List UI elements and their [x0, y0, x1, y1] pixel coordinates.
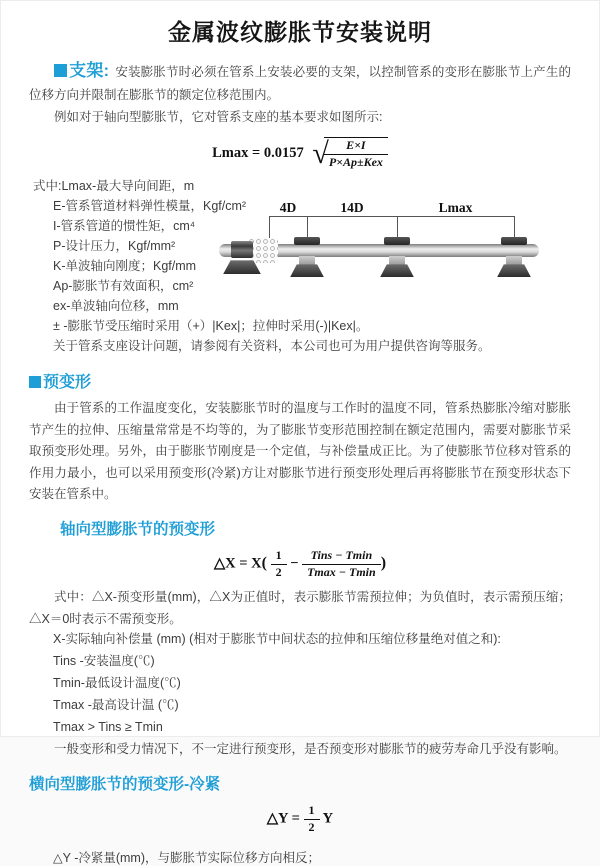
axial-where-line: Tins -安装温度(℃) — [53, 653, 155, 668]
anchor-base — [223, 260, 261, 274]
support-base — [497, 264, 531, 277]
half-denominator: 2 — [275, 564, 282, 579]
formula-lmax-denominator: P×Ap±Kex — [328, 154, 383, 169]
support-saddle — [389, 256, 405, 265]
close-paren: ) — [380, 554, 387, 572]
formula-axial-lhs: △X — [213, 555, 236, 572]
section-square-icon — [54, 64, 67, 77]
support-example-line: 例如对于轴向型膨胀节，它对管系支座的基本要求如图所示: — [54, 109, 383, 124]
support-cap — [294, 237, 320, 245]
formula-lmax-eq: = — [251, 145, 261, 162]
definition-line: K-单波轴向刚度；Kgf/mm — [53, 259, 197, 274]
support-base — [290, 264, 324, 277]
support-cap — [384, 237, 410, 245]
predeform-body-paragraph: 由于管系的工作温度变化，安装膨胀节时的温度与工作时的温度不同，管系热膨胀冷缩对膨胀节产生的拉伸、压缩量常常是不均等的，为了膨胀节变形范围控制在额定范围内，需要对膨胀节采取预变形处理。另外，由于膨胀节刚度是一个定值，与补偿量成正比。为了使膨胀节位移对管系的作用力最小，也可以采用预变形(冷紧)方让对膨胀节进行预变形处理后再将膨胀节在预变形状态下安装在管系中。 — [29, 401, 571, 502]
predeform-heading-text: 预变形 — [43, 374, 92, 392]
anchor-block — [231, 241, 253, 258]
support-section-heading: 支架: — [69, 61, 110, 80]
formula-lateral-eq: = — [291, 810, 300, 827]
support-saddle — [299, 256, 315, 265]
support-intro-paragraph — [29, 56, 571, 107]
section-square-icon — [29, 376, 41, 388]
minus-sign: − — [290, 555, 299, 572]
support-base — [380, 264, 414, 277]
predeform-section-heading — [29, 369, 571, 392]
definition-line: ± -膨胀节受压缩时采用（+）|Kex|；拉伸时采用(-)|Kex|。 — [53, 319, 369, 334]
formula-lmax-coef: 0.0157 — [263, 145, 304, 162]
definition-line: P-设计压力，Kgf/mm² — [53, 239, 176, 254]
document-content — [1, 56, 599, 866]
lateral-denominator: 2 — [308, 819, 315, 834]
definition-line: ex-单波轴向位移，mm — [53, 299, 179, 314]
definitions-and-diagram — [29, 177, 571, 356]
page-title: 金属波纹膨胀节安装说明 — [168, 19, 432, 45]
guide-support — [494, 203, 534, 298]
formula-lateral-rhs: Y — [322, 810, 334, 827]
formula-lateral-fraction — [304, 803, 320, 835]
lateral-numerator: 1 — [304, 803, 320, 820]
definition-line: E-管系管道材料弹性模量，Kgf/cm² — [53, 199, 247, 214]
formula-lmax — [29, 137, 571, 170]
dimension-label-lmax: Lmax — [438, 200, 473, 216]
definition-line: I-管系管道的惯性矩，cm⁴ — [53, 219, 196, 234]
formula-axial-predeform — [29, 548, 571, 580]
half-numerator: 1 — [271, 548, 287, 565]
lateral-note-line: △Y -冷紧量(mm)，与膨胀节实际位移方向相反； — [53, 851, 321, 866]
dimension-label-4d: 4D — [279, 200, 297, 216]
support-saddle — [506, 256, 522, 265]
formula-lmax-numerator: E×I — [324, 138, 388, 155]
axial-where-line: Tmax -最高设计温 (℃) — [53, 697, 179, 712]
formula-axial-temp-fraction — [302, 548, 381, 580]
formula-lateral-coldpull — [29, 803, 571, 835]
pipe-support-diagram — [219, 200, 571, 298]
radical-sign: √ — [312, 136, 329, 170]
axial-where-line: X-实际轴向补偿量 (mm) (相对于膨胀节中间状态的拉伸和压缩位移量绝对值之和): — [53, 632, 501, 647]
temp-numerator: Tins − Tmin — [302, 548, 381, 565]
formula-axial-eq: = — [239, 555, 248, 572]
axial-subsection-heading: 轴向型膨胀节的预变形 — [60, 520, 216, 538]
dimension-label-14d: 14D — [340, 200, 364, 216]
guide-support — [377, 203, 417, 298]
axial-where-line: Tmin-最低设计温度(℃) — [53, 675, 181, 690]
lateral-subsection-heading: 横向型膨胀节的预变形-冷紧 — [29, 775, 221, 793]
support-cap — [501, 237, 527, 245]
open-paren: ( — [261, 554, 267, 572]
formula-lateral-lhs: △Y — [266, 810, 288, 827]
definition-line: 式中:Lmax-最大导向间距，m — [33, 179, 195, 194]
formula-lmax-lhs: Lmax — [212, 145, 249, 162]
temp-denominator: Tmax − Tmin — [307, 564, 376, 579]
axial-where-line: Tmax > Tins ≥ Tmin — [53, 719, 163, 734]
formula-lmax-fraction — [324, 137, 388, 170]
support-intro-text: 安装膨胀节时必须在管系上安装必要的支架，以控制管系的变形在膨胀节上产生的位移方向并限制在膨胀节的额定位移范围内。 — [29, 65, 571, 103]
formula-axial-pre: X — [251, 555, 262, 572]
definition-line: 关于管系支座设计问题，请参阅有关资料，本公司也可为用户提供咨询等服务。 — [53, 339, 491, 354]
formula-axial-half-fraction — [271, 548, 287, 580]
definition-line: Ap-膨胀节有效面积，cm² — [53, 279, 194, 294]
axial-where-paragraph: 式中：△X-预变形量(mm)，△X为正值时，表示膨胀节需预拉伸；为负值时，表示需预压缩；△X＝0时表示不需预变形。 — [29, 590, 571, 626]
guide-support — [287, 203, 327, 298]
anchor-support — [221, 203, 265, 298]
axial-closing-line: 一般变形和受力情况下，不一定进行预变形，是否预变形对膨胀节的疲劳寿命几乎没有影响。 — [54, 742, 567, 757]
